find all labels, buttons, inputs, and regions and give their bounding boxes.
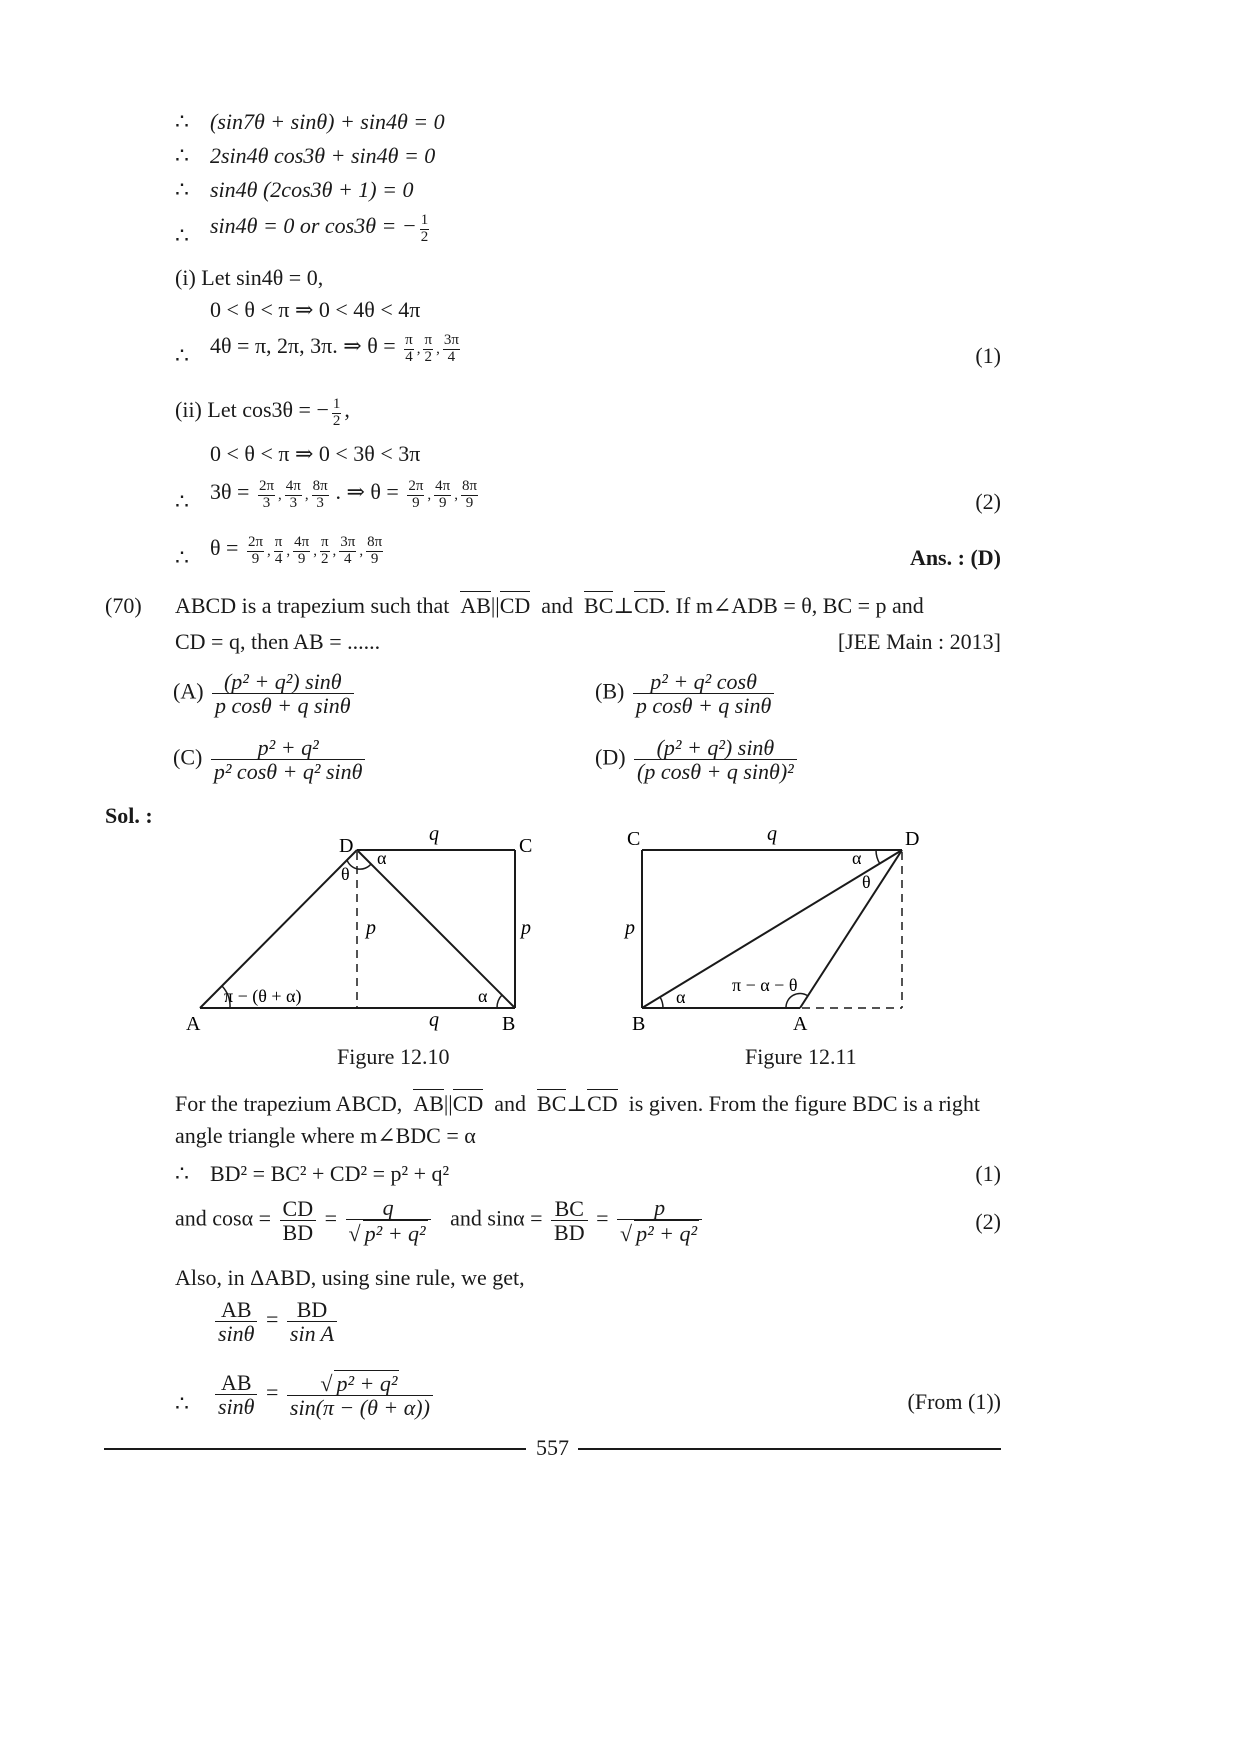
perp-symbol: ⊥ xyxy=(566,1091,588,1116)
fig1-label-q-bottom: q xyxy=(429,1009,439,1031)
eq10b-text: . ⇒ θ = xyxy=(335,479,399,504)
and-text: and xyxy=(541,593,574,618)
segment-cd: CD xyxy=(452,1091,484,1116)
fig1-edge-ad xyxy=(200,850,357,1008)
footer-rule-right xyxy=(578,1448,1001,1450)
sin-alpha-text: and sinα = xyxy=(450,1205,543,1231)
and-text: and xyxy=(494,1091,527,1116)
therefore-symbol: ∴ xyxy=(175,1391,189,1416)
sol-text-b: is given. From the figure BDC is a right xyxy=(628,1091,980,1116)
option-d-fraction: $\frac{\text{(p² + q²) sinθ}}{\text{(p cosθ + q sinθ)²}}$ xyxy=(634,736,797,783)
segment-bc: BC xyxy=(537,1091,567,1116)
fig1-label-angle-a: π − (θ + α) xyxy=(224,986,302,1006)
fig1-diagonal-db xyxy=(357,850,515,1008)
frac-pi-2: $\frac{\pi}{2}$ xyxy=(320,534,329,568)
fig2-label-c: C xyxy=(627,828,641,850)
figure-caption-12-10: Figure 12.10 xyxy=(337,1044,450,1069)
fig1-label-alpha-d: α xyxy=(377,848,387,868)
fig2-edge-ad xyxy=(800,850,902,1008)
sol-text-a: For the trapezium ABCD, xyxy=(175,1091,403,1116)
eq11-text: θ = xyxy=(210,535,239,560)
frac-8pi-9: $\frac{8\pi}{9}$ xyxy=(461,478,478,512)
fig1-angle-arc-b xyxy=(497,995,502,1008)
sine-rule-equation: $\frac{AB}{\sin\theta}$ = $\frac{BD}{\text{sin A}}$ xyxy=(212,1298,340,1345)
frac-pi-4: $\frac{\pi}{4}$ xyxy=(274,534,283,568)
option-d-label: (D) xyxy=(595,744,626,770)
eq-ref-4: (2) xyxy=(975,1209,1001,1234)
option-c-label: (C) xyxy=(173,744,203,770)
frac-bd-sina: $\frac{BD}{\text{sin A}}$ xyxy=(287,1298,337,1345)
footer-rule-left xyxy=(104,1448,526,1450)
eq8-text: (ii) Let cos3θ = − xyxy=(175,397,329,422)
frac-4pi-9: $\frac{4\pi}{9}$ xyxy=(294,534,310,568)
fig1-label-p-right: p xyxy=(521,917,531,939)
equation-line-1: (sin7θ + sinθ) + sin4θ = 0 xyxy=(210,109,445,134)
fig1-label-a: A xyxy=(186,1013,201,1035)
fig1-label-alpha-b: α xyxy=(478,986,488,1006)
segment-cd: CD xyxy=(587,1091,618,1116)
eq7-text: 4θ = π, 2π, 3π. ⇒ θ = xyxy=(210,333,396,358)
solution-line-4theta: 4θ = π, 2π, 3π. ⇒ θ = $\frac{\pi}{4}$ , $\frac{\pi}{2}$ , $\frac{3\pi}{4}$ xyxy=(210,332,459,366)
frac-3pi-4: $\frac{3\pi}{4}$ xyxy=(340,534,356,568)
fig1-label-q-top: q xyxy=(429,823,439,845)
fig2-label-theta-d: θ xyxy=(862,872,871,892)
option-b-fraction: $\frac{\text{p² + q² cosθ}}{\text{p cosθ + q sinθ}}$ xyxy=(633,670,774,717)
question-text-a: ABCD is a trapezium such that xyxy=(175,593,450,618)
eq-ref-3: (1) xyxy=(975,1161,1001,1186)
inequality-line-1: 0 < θ < π ⇒ 0 < 4θ < 4π xyxy=(210,297,421,322)
solution-line-3theta: 3θ = $\frac{2\pi}{3}$ , $\frac{4\pi}{3}$ , $\frac{8\pi}{3}$ . ⇒ θ = $\frac{2\pi}{9}$ , $\frac{4\pi}{9}$ , $\frac{8\pi}{9}$ xyxy=(210,478,478,512)
segment-ab: AB xyxy=(460,593,491,618)
frac-ab-sintheta: $\frac{AB}{\sin\theta}$ xyxy=(215,1298,257,1345)
equation-line-2: 2sin4θ cos3θ + sin4θ = 0 xyxy=(210,143,436,168)
perp-symbol: ⊥ xyxy=(613,593,635,618)
segment-ab: AB xyxy=(413,1091,444,1116)
fig2-label-q-top: q xyxy=(767,823,777,845)
frac-8pi-3: $\frac{8\pi}{3}$ xyxy=(312,478,328,512)
frac-4pi-3: $\frac{4\pi}{3}$ xyxy=(285,478,301,512)
therefore-symbol: ∴ xyxy=(175,177,189,202)
frac-pi-2: $\frac{\pi}{2}$ xyxy=(424,332,433,366)
fraction-half-2: $\frac{1}{2}$ xyxy=(332,396,341,430)
fig2-label-alpha-d: α xyxy=(852,848,862,868)
solution-line-1 xyxy=(175,1090,1001,1118)
question-line-2: CD = q, then AB = ...... xyxy=(175,629,381,654)
fig2-label-p-left: p xyxy=(625,917,635,939)
parallel-symbol: || xyxy=(490,593,500,618)
figure-caption-12-11: Figure 12.11 xyxy=(745,1044,857,1069)
pythagoras-line: BD² = BC² + CD² = p² + q² xyxy=(210,1161,450,1186)
fig2-label-d: D xyxy=(905,828,920,850)
question-number: (70) xyxy=(105,593,142,618)
segment-bc: BC xyxy=(584,593,614,618)
frac-pi-4: $\frac{\pi}{4}$ xyxy=(405,332,413,366)
question-source: [JEE Main : 2013] xyxy=(837,629,1001,654)
inequality-line-2: 0 < θ < π ⇒ 0 < 3θ < 3π xyxy=(210,441,421,466)
frac-2pi-9: $\frac{2\pi}{9}$ xyxy=(408,478,424,512)
frac-2pi-9: $\frac{2\pi}{9}$ xyxy=(247,534,264,568)
eq-ref-2: (2) xyxy=(975,489,1001,514)
parallel-symbol: || xyxy=(443,1091,453,1116)
fig2-angle-arc-d xyxy=(876,850,880,864)
frac-3pi-4: $\frac{3\pi}{4}$ xyxy=(443,332,459,366)
solution-label: Sol. : xyxy=(105,803,153,828)
final-theta-line: θ = $\frac{2\pi}{9}$ , $\frac{\pi}{4}$ , $\frac{4\pi}{9}$ , $\frac{\pi}{2}$ , $\frac{3\pi}{4}$ , $\frac{8\pi}{9}$ xyxy=(210,534,383,568)
fraction-half: $\frac{1}{2}$ xyxy=(420,212,429,246)
therefore-symbol: ∴ xyxy=(175,343,189,368)
fig1-label-c: C xyxy=(519,835,533,857)
fig1-label-theta-d: θ xyxy=(341,864,350,884)
frac-2pi-3: $\frac{2\pi}{3}$ xyxy=(258,478,275,512)
fig2-label-b: B xyxy=(632,1013,646,1035)
frac-8pi-9: $\frac{8\pi}{9}$ xyxy=(367,534,383,568)
fig2-angle-arc-b xyxy=(660,997,663,1008)
frac-ab-sintheta-2: $\frac{AB}{\sin\theta}$ xyxy=(215,1371,257,1418)
fig2-label-angle-a: π − α − θ xyxy=(732,975,798,995)
therefore-symbol: ∴ xyxy=(175,223,189,248)
frac-bc-bd: $\frac{BC}{BD}$ xyxy=(551,1197,588,1244)
solution-line-2: angle triangle where m∠BDC = α xyxy=(175,1123,476,1148)
therefore-symbol: ∴ xyxy=(175,545,189,570)
equation-line-3: sin4θ (2cos3θ + 1) = 0 xyxy=(210,177,414,202)
eq-ref-from-1: (From (1)) xyxy=(907,1389,1001,1414)
eq-ref-1: (1) xyxy=(975,343,1001,368)
option-b-label: (B) xyxy=(595,678,625,704)
cos-sin-line: and cosα = $\frac{CD}{BD}$ = $\frac{q}{\text{√ p² + q²}}$ and sinα = $\frac{BC}{BD}$ = $\frac{p}{\text{√ p² + q²}}$ xyxy=(175,1196,705,1245)
eq10a-text: 3θ = xyxy=(210,479,250,504)
option-c-fraction: $\frac{\text{p² + q²}}{\text{p² cosθ + q² sinθ}}$ xyxy=(211,736,366,783)
question-text-b: . If m∠ADB = θ, BC = p and xyxy=(664,593,924,618)
case-ii-line: (ii) Let cos3θ = − $\frac{1}{2}$ , xyxy=(175,396,350,430)
option-a-label: (A) xyxy=(173,678,204,704)
answer-label: Ans. : (D) xyxy=(909,545,1001,570)
fig1-label-b: B xyxy=(502,1013,516,1035)
option-a-fraction: $\frac{\text{(p² + q²) sinθ}}{\text{p cosθ + q sinθ}}$ xyxy=(212,670,353,717)
frac-root-sin: $\frac{\text{√ p² + q²}}{\sin(\pi - (\theta + \alpha))}$ xyxy=(287,1370,433,1419)
segment-cd: CD xyxy=(499,593,531,618)
segment-cd: CD xyxy=(634,593,665,618)
page-number: 557 xyxy=(536,1435,569,1460)
frac-cd-bd: $\frac{CD}{BD}$ xyxy=(280,1197,317,1244)
therefore-symbol: ∴ xyxy=(175,489,189,514)
fig1-label-p-height: p xyxy=(366,917,376,939)
fig2-label-a: A xyxy=(793,1013,808,1035)
therefore-symbol: ∴ xyxy=(175,1161,189,1186)
frac-p-root: $\frac{p}{\text{√ p² + q²}}$ xyxy=(617,1196,702,1245)
eq4-text: sin4θ = 0 or cos3θ = − xyxy=(210,213,417,238)
frac-4pi-9: $\frac{4\pi}{9}$ xyxy=(435,478,451,512)
frac-q-root: $\frac{q}{\text{√ p² + q²}}$ xyxy=(346,1196,431,1245)
therefore-symbol: ∴ xyxy=(175,143,189,168)
case-i-line: (i) Let sin4θ = 0, xyxy=(175,265,324,290)
fig1-label-d: D xyxy=(339,835,354,857)
fig2-label-alpha-b: α xyxy=(676,987,686,1007)
solution-line-sine-rule: Also, in ΔABD, using sine rule, we get, xyxy=(175,1265,525,1290)
cos-alpha-text: and cosα = xyxy=(175,1205,272,1231)
therefore-symbol: ∴ xyxy=(175,109,189,134)
final-equation: $\frac{AB}{\sin\theta}$ = $\frac{\text{√ p² + q²}}{\sin(\pi - (\theta + \alpha))}$ xyxy=(212,1370,436,1419)
